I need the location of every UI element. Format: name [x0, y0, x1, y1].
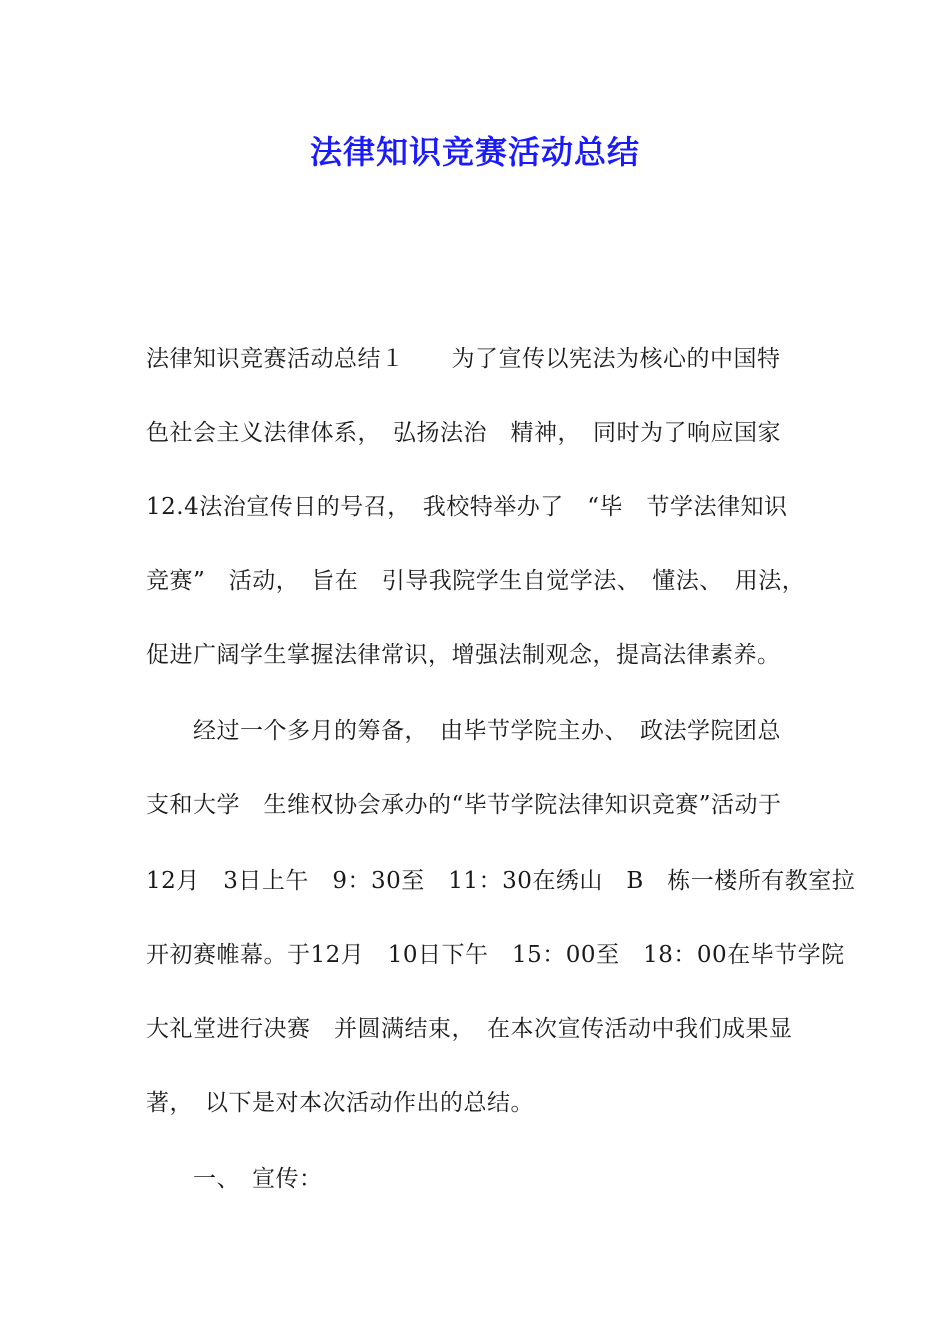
- body-line: 促进广阔学生掌握法律常识，增强法制观念，提高法律素养。: [146, 642, 781, 668]
- body-line: 竞赛” 活动， 旨在 引导我院学生自觉学法、 懂法、 用法，: [146, 568, 806, 594]
- body-line: 经过一个多月的筹备， 由毕节学院主办、 政法学院团总: [146, 718, 781, 744]
- body-line: 著， 以下是对本次活动作出的总结。: [146, 1090, 534, 1116]
- body-line: 大礼堂进行决赛 并圆满结束， 在本次宣传活动中我们成果显: [146, 1016, 793, 1042]
- body-line: 开初赛帷幕。于12月 10日下午 15：00至 18：00在毕节学院: [146, 942, 845, 968]
- section-heading: 一、 宣传：: [146, 1166, 323, 1192]
- body-line: 色社会主义法律体系， 弘扬法治 精神， 同时为了响应国家: [146, 420, 781, 446]
- body-line: 12.4法治宣传日的号召， 我校特举办了 “毕 节学法律知识: [146, 494, 788, 520]
- body-line: 法律知识竞赛活动总结１ 为了宣传以宪法为核心的中国特: [146, 346, 781, 372]
- document-title: 法律知识竞赛活动总结: [309, 133, 640, 171]
- body-line: 支和大学 生维权协会承办的“毕节学院法律知识竞赛”活动于: [146, 792, 782, 818]
- body-line: 12月 3日上午 9：30至 11：30在绣山 B 栋一楼所有教室拉: [146, 868, 856, 894]
